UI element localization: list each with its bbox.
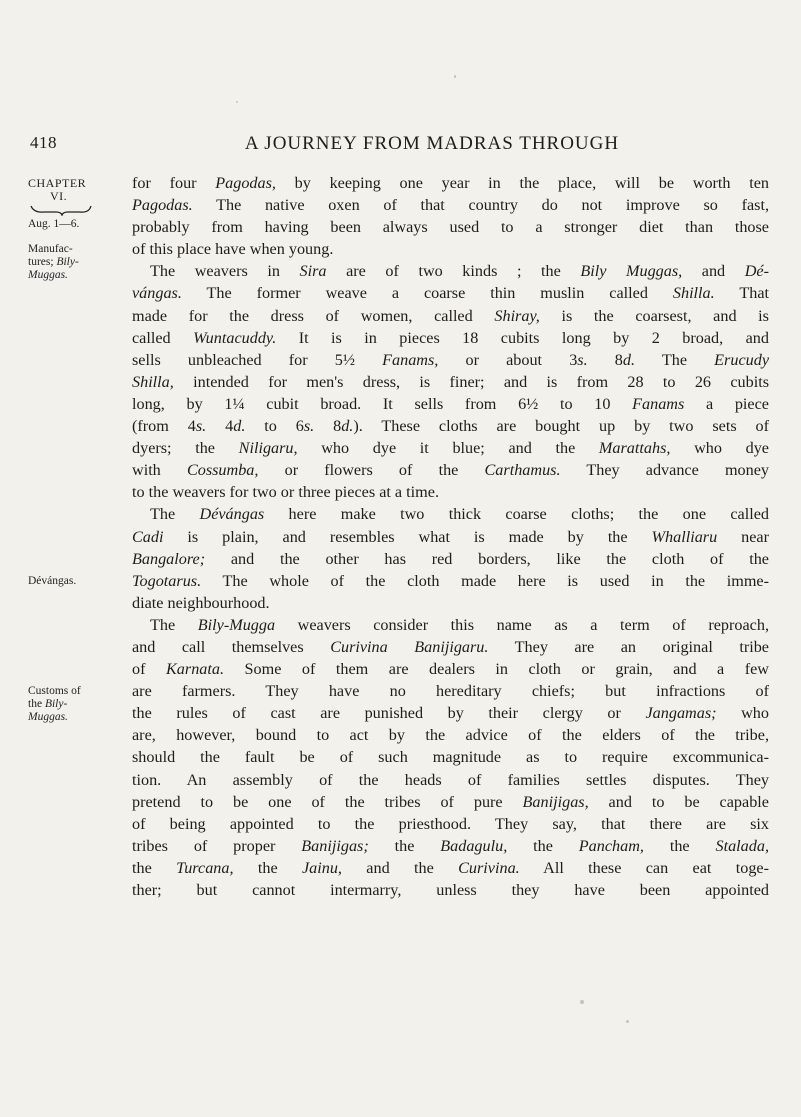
margin-chapter-label: CHAPTER — [28, 176, 87, 190]
text-line: for four Pagodas, by keeping one year in the place, will be worth ten — [132, 174, 769, 192]
text-line: dyers; the Niligaru, who dye it blue; and the Marattahs, who dye — [132, 439, 769, 458]
text-line: The Bily-Mugga weavers consider this name as a term of reproach, — [150, 615, 770, 634]
text-line: probably from having been always used to a stronger diet than those — [132, 218, 769, 237]
text-line: long, by 1¼ cubit broad. It sells from 6½ to 10 Fanams a piece — [132, 394, 769, 413]
margin-chapter — [28, 177, 98, 231]
text-line: and call themselves Curivina Banijigaru. They are an original tribe — [132, 637, 769, 656]
text-line: are farmers. They have no hereditary chiefs; but infractions of — [132, 682, 769, 701]
margin-note-line: the — [28, 698, 43, 710]
text-line: Togotarus. The whole of the cloth made here is used in the imme- — [132, 571, 769, 590]
text-line: Cadi is plain, and resembles what is made by the Whalliaru near — [132, 527, 770, 546]
page-number: 418 — [30, 133, 57, 152]
margin-note-customs — [28, 685, 98, 724]
text-line: vángas. The former weave a coarse thin muslin called Shilla. That — [132, 284, 769, 303]
text-line: diate neighbourhood. — [132, 593, 270, 612]
text-line: of Karnata. Some of them are dealers in cloth or grain, and a few — [132, 660, 769, 679]
body-text — [132, 172, 769, 901]
text-line: Bangalore; and the other has red borders, like the cloth of the — [132, 549, 769, 568]
text-line: are, however, bound to act by the advice of the elders of the tribe, — [132, 726, 769, 745]
text-line: The weavers in Sira are of two kinds ; the Bily Muggas, and Dé- — [150, 262, 769, 281]
margin-note-line: tures; — [28, 256, 54, 268]
text-line: Shilla, intended for men's dress, is finer; and is from 28 to 26 cubits — [132, 372, 769, 391]
text-line: The Dévángas here make two thick coarse cloths; the one called — [150, 505, 769, 524]
text-line: made for the dress of women, called Shiray, is the coarsest, and is — [132, 306, 769, 325]
text-line: pretend to be one of the tribes of pure Banijigas, and to be capable — [132, 792, 769, 811]
text-line: should the fault be of such magnitude as to require excommunica- — [132, 748, 769, 767]
paper-speck — [580, 1000, 584, 1004]
text-line: called Wuntacuddy. It is in pieces 18 cubits long by 2 broad, and — [132, 328, 769, 347]
text-line: to the weavers for two or three pieces at a time. — [132, 483, 439, 502]
margin-note-line: Bily- — [56, 256, 79, 268]
brace-ornament-icon — [28, 204, 94, 216]
text-line: with Cossumba, or flowers of the Carthamus. They advance money — [132, 461, 770, 480]
paragraph-oxen — [132, 172, 769, 260]
page-header — [30, 133, 770, 159]
margin-note-line: Manufac- — [28, 243, 73, 255]
margin-note-line: Bily- — [44, 698, 68, 710]
running-title: A JOURNEY FROM MADRAS THROUGH — [244, 133, 620, 154]
text-line: tion. An assembly of the heads of families settles disputes. They — [132, 770, 769, 789]
paragraph-customs — [132, 614, 769, 901]
paper-speck — [454, 75, 456, 78]
margin-note-line: Muggas. — [28, 711, 68, 723]
text-line: tribes of proper Banijigas; the Badagulu, the Pancham, the Stalada, — [132, 836, 769, 855]
text-line: ther; but cannot intermarry, unless they have been appointed — [132, 881, 769, 899]
margin-note-devangas: Dévángas. — [28, 575, 77, 587]
margin-chapter-number: VI. — [50, 189, 68, 203]
paragraph-devangas — [132, 503, 769, 613]
paper-speck — [236, 101, 238, 103]
text-line: of being appointed to the priesthood. They say, that there are six — [132, 814, 769, 833]
text-line: sells unbleached for 5½ Fanams, or about 3s. 8d. The Erucudy — [132, 350, 770, 369]
margin-note-line: Muggas. — [28, 269, 68, 281]
margin-date: Aug. 1—6. — [28, 218, 80, 230]
paper-speck — [626, 1020, 629, 1023]
text-line: Pagodas. The native oxen of that country do not improve so fast, — [132, 196, 769, 215]
text-line: the Turcana, the Jainu, and the Curivina. All these can eat toge- — [132, 858, 769, 877]
margin-note-line: Customs of — [28, 685, 81, 697]
paragraph-weavers — [132, 260, 769, 503]
text-line: (from 4s. 4d. to 6s. 8d.). These cloths are bought up by two sets of — [132, 417, 770, 436]
text-line: of this place have when young. — [132, 240, 334, 259]
text-line: the rules of cast are punished by their clergy or Jangamas; who — [132, 704, 769, 723]
margin-note-manufactures — [28, 243, 98, 282]
